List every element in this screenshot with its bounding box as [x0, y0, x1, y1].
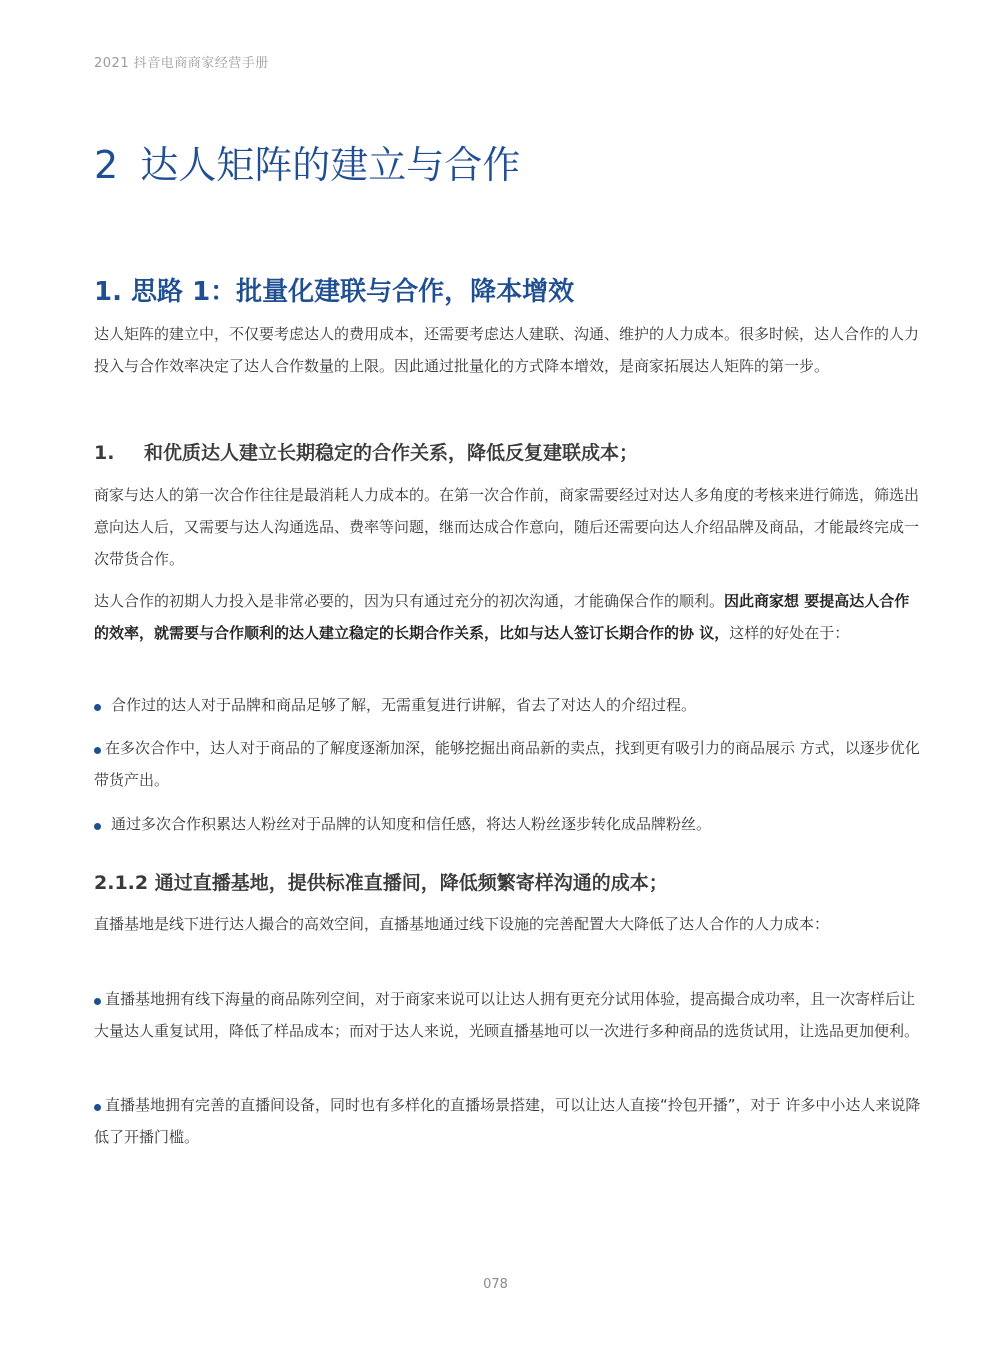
paragraph-live-base: 直播基地是线下进行达人撮合的高效空间，直播基地通过线下设施的完善配置大大降低了达人合作的人力成本： — [94, 915, 830, 933]
list-item — [94, 1089, 924, 1153]
paragraph-long-term-cooperation — [94, 585, 924, 649]
list-item — [94, 732, 924, 796]
running-header: 2021 抖音电商商家经营手册 — [94, 56, 269, 71]
chapter-title — [94, 134, 520, 189]
bullet-icon — [94, 823, 101, 830]
subsection-heading-2: 2.1.2 通过直播基地，提供标准直播间，降低频繁寄样沟通的成本； — [94, 872, 668, 894]
subsection-title: 和优质达人建立长期稳定的合作关系，降低反复建联成本； — [144, 442, 639, 464]
bullet-icon — [94, 747, 101, 754]
list-item — [94, 689, 924, 721]
list-item — [94, 808, 924, 840]
chapter-number: 2 — [94, 143, 119, 187]
list-item-text: 在多次合作中，达人对于商品的了解度逐渐加深，能够挖掘出商品新的卖点，找到更有吸引力的商品展示 方式，以逐步优化带货产出。 — [94, 739, 920, 789]
section-intro-paragraph: 达人矩阵的建立中，不仅要考虑达人的费用成本，还需要考虑达人建联、沟通、维护的人力成本。很多时候，达人合作的人力投入与合作效率决定了达人合作数量的上限。因此通过批量化的方式降本增效，是商家拓展达人矩阵的第一步。 — [94, 325, 920, 375]
paragraph-first-cooperation: 商家与达人的第一次合作往往是最消耗人力成本的。在第一次合作前，商家需要经过对达人多角度的考核来进行筛选，筛选出意向达人后，又需要与达人沟通选品、费率等问题，继而达成合作意向，随后还需要向达人介绍品牌及商品，才能最终完成一次带货合作。 — [94, 486, 920, 568]
subsection-number: 1. — [94, 442, 115, 464]
paragraph-text-end: 这样的好处在于： — [729, 624, 850, 642]
page-number: 078 — [483, 1277, 508, 1292]
list-item-text: 直播基地拥有线下海量的商品陈列空间，对于商家来说可以让达人拥有更充分试用体验，提高撮合成功率，且一次寄样后让大量达人重复试用，降低了样品成本；而对于达人来说，光顾直播基地可以一次进行多种商品的选货试用，让选品更加便利。 — [94, 990, 920, 1040]
chapter-title-text: 达人矩阵的建立与合作 — [140, 143, 521, 187]
bullet-icon — [94, 998, 101, 1005]
list-item — [94, 983, 924, 1047]
paragraph-text: 达人合作的初期人力投入是非常必要的，因为只有通过充分的初次沟通，才能确保合作的顺利。 — [94, 592, 725, 610]
list-item-text: 直播基地拥有完善的直播间设备，同时也有多样化的直播场景搭建，可以让达人直接“拎包开播”，对于 许多中小达人来说降低了开播门槛。 — [94, 1096, 921, 1146]
bullet-icon — [94, 1104, 101, 1111]
paragraph-bold-text: 因此商家想 要提高达人合作的效率，就需要与合作顺利的达人建立稳定的长期合作关系，比如与达人签订长期合作的协 议， — [94, 592, 910, 642]
list-item-text: 合作过的达人对于品牌和商品足够了解，无需重复进行讲解，省去了对达人的介绍过程。 — [111, 696, 697, 714]
bullet-icon — [94, 704, 101, 711]
list-item-text: 通过多次合作积累达人粉丝对于品牌的认知度和信任感，将达人粉丝逐步转化成品牌粉丝。 — [111, 815, 712, 833]
section-heading: 1. 思路 1：批量化建联与合作，降本增效 — [94, 277, 575, 307]
subsection-heading-1 — [94, 438, 638, 465]
